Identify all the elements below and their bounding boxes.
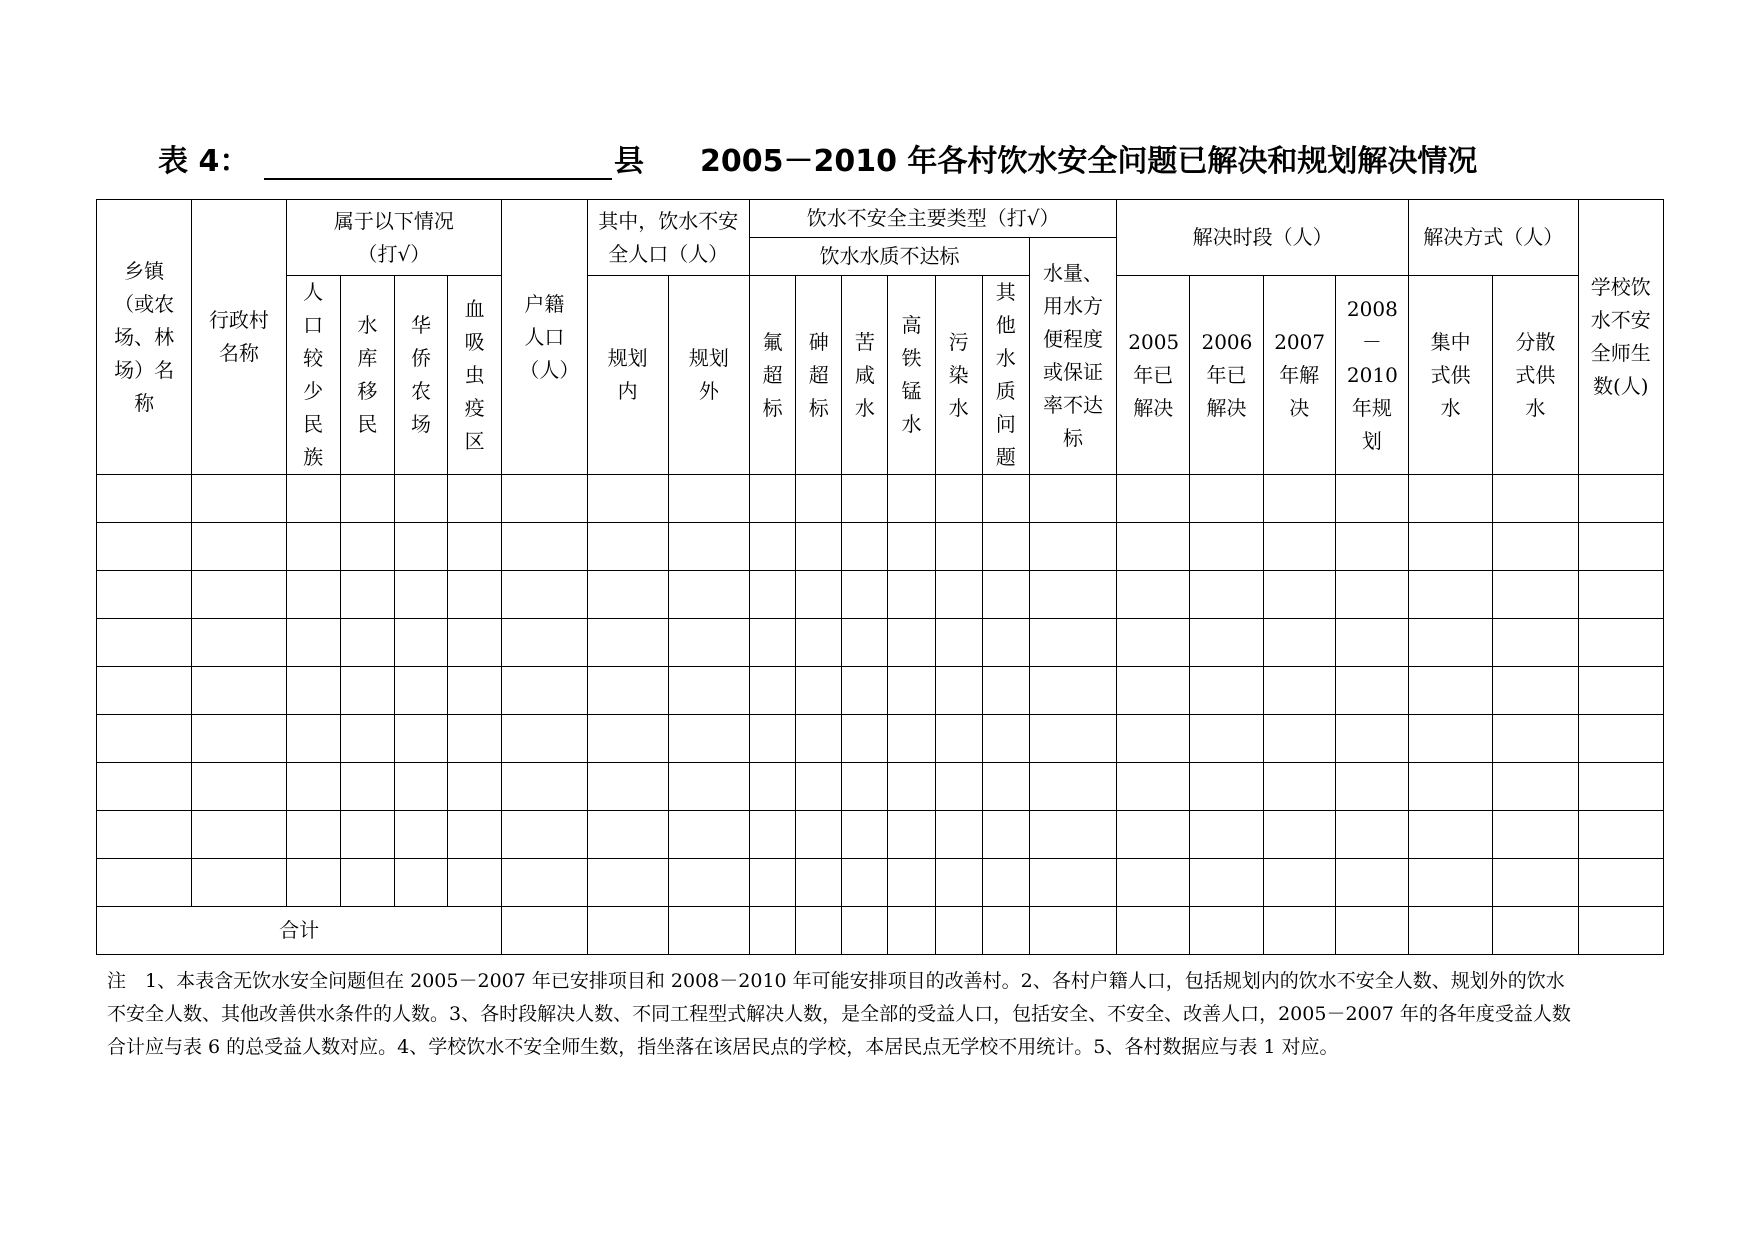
table-cell[interactable] (1117, 811, 1190, 859)
table-row (97, 763, 1664, 811)
table-cell[interactable] (935, 571, 982, 619)
table-row (97, 571, 1664, 619)
table-cell[interactable] (340, 763, 394, 811)
table-cell[interactable] (982, 667, 1029, 715)
total-cell[interactable] (587, 907, 668, 955)
table-cell[interactable] (1117, 859, 1190, 907)
table-cell[interactable] (394, 571, 447, 619)
table-cell[interactable] (842, 715, 888, 763)
table-cell[interactable] (1409, 523, 1493, 571)
table-cell[interactable] (842, 667, 888, 715)
table-cell[interactable] (286, 475, 340, 523)
table-cell[interactable] (982, 763, 1029, 811)
table-cell[interactable] (97, 619, 192, 667)
table-cell[interactable] (1190, 859, 1263, 907)
table-row (97, 475, 1664, 523)
header-quality-arsenic: 砷超标 (796, 276, 842, 475)
header-period-group: 解决时段（人） (1117, 200, 1409, 276)
table-cell[interactable] (888, 811, 935, 859)
table-cell[interactable] (1578, 859, 1663, 907)
table-cell[interactable] (394, 859, 447, 907)
header-unsafe-unplanned: 规划外 (668, 276, 749, 475)
table-cell[interactable] (192, 523, 286, 571)
total-cell[interactable] (1117, 907, 1190, 955)
table-cell[interactable] (1263, 475, 1335, 523)
table-cell[interactable] (1117, 571, 1190, 619)
table-cell[interactable] (1493, 667, 1578, 715)
table-cell[interactable] (668, 667, 749, 715)
table-cell[interactable] (97, 763, 192, 811)
table-cell[interactable] (1029, 811, 1116, 859)
table-cell[interactable] (97, 667, 192, 715)
title-prefix: 表 4： (158, 144, 250, 179)
table-cell[interactable] (1493, 763, 1578, 811)
table-cell[interactable] (1029, 523, 1116, 571)
table-cell[interactable] (286, 715, 340, 763)
table-cell[interactable] (192, 763, 286, 811)
table-cell[interactable] (1029, 859, 1116, 907)
table-cell[interactable] (1578, 811, 1663, 859)
table-row (97, 811, 1664, 859)
table-cell[interactable] (796, 763, 842, 811)
table-cell[interactable] (842, 619, 888, 667)
table-cell[interactable] (796, 475, 842, 523)
county-blank-line[interactable] (264, 178, 612, 180)
table-cell[interactable] (1117, 475, 1190, 523)
table-cell[interactable] (1029, 475, 1116, 523)
total-cell[interactable] (1409, 907, 1493, 955)
table-cell[interactable] (1117, 667, 1190, 715)
header-type-group: 饮水不安全主要类型（打√） (750, 200, 1117, 238)
table-cell[interactable] (97, 523, 192, 571)
table-cell[interactable] (394, 475, 447, 523)
header-school: 学校饮水不安全师生数(人) (1578, 200, 1663, 475)
table-cell[interactable] (448, 523, 502, 571)
total-cell[interactable] (982, 907, 1029, 955)
table-cell[interactable] (192, 715, 286, 763)
table-cell[interactable] (1029, 667, 1116, 715)
header-quantity: 水量、用水方便程度或保证率不达标 (1029, 238, 1116, 475)
table-cell[interactable] (340, 523, 394, 571)
header-township: 乡镇（或农场、林场）名称 (97, 200, 192, 475)
table-cell[interactable] (340, 571, 394, 619)
table-cell[interactable] (1493, 523, 1578, 571)
table-cell[interactable] (394, 715, 447, 763)
total-cell[interactable] (1263, 907, 1335, 955)
table-cell[interactable] (1493, 811, 1578, 859)
table-cell[interactable] (448, 715, 502, 763)
table-cell[interactable] (1190, 811, 1263, 859)
header-belongs-overseas-farm: 华侨农场 (394, 276, 447, 475)
table-cell[interactable] (192, 619, 286, 667)
table-cell[interactable] (935, 667, 982, 715)
total-cell[interactable] (842, 907, 888, 955)
table-cell[interactable] (1493, 619, 1578, 667)
table-cell[interactable] (1493, 715, 1578, 763)
table-cell[interactable] (1029, 715, 1116, 763)
header-method-group: 解决方式（人） (1409, 200, 1579, 276)
table-cell[interactable] (750, 715, 796, 763)
table-cell[interactable] (935, 763, 982, 811)
water-safety-table (96, 199, 1664, 955)
table-cell[interactable] (888, 715, 935, 763)
table-cell[interactable] (982, 475, 1029, 523)
table-cell[interactable] (97, 859, 192, 907)
table-cell[interactable] (1409, 571, 1493, 619)
total-cell[interactable] (1190, 907, 1263, 955)
table-cell[interactable] (1190, 763, 1263, 811)
total-cell[interactable] (1493, 907, 1578, 955)
table-cell[interactable] (192, 667, 286, 715)
table-cell[interactable] (587, 763, 668, 811)
table-row (97, 619, 1664, 667)
header-period-2007: 2007年解决 (1263, 276, 1335, 475)
table-cell[interactable] (935, 811, 982, 859)
table-cell[interactable] (394, 523, 447, 571)
header-period-2006: 2006年已解决 (1190, 276, 1263, 475)
header-method-distributed: 分散式供水 (1493, 276, 1578, 475)
header-belongs-schistosomiasis: 血吸虫疫区 (448, 276, 502, 475)
table-cell[interactable] (796, 523, 842, 571)
table-cell[interactable] (982, 571, 1029, 619)
table-cell[interactable] (97, 571, 192, 619)
table-cell[interactable] (1578, 619, 1663, 667)
header-belongs-group: 属于以下情况（打√） (286, 200, 502, 276)
table-row (97, 667, 1664, 715)
table-cell[interactable] (340, 619, 394, 667)
table-cell[interactable] (888, 475, 935, 523)
table-cell[interactable] (286, 523, 340, 571)
table-cell[interactable] (1578, 523, 1663, 571)
table-cell[interactable] (587, 571, 668, 619)
table-cell[interactable] (192, 475, 286, 523)
table-cell[interactable] (1578, 667, 1663, 715)
table-cell[interactable] (982, 715, 1029, 763)
table-cell[interactable] (796, 667, 842, 715)
table-cell[interactable] (888, 619, 935, 667)
table-cell[interactable] (750, 811, 796, 859)
header-unsafe-group: 其中，饮水不安全人口（人） (587, 200, 750, 276)
table-cell[interactable] (1190, 571, 1263, 619)
title-main: 2005－2010 年各村饮水安全问题已解决和规划解决情况 (700, 144, 1478, 179)
table-cell[interactable] (286, 811, 340, 859)
table-cell[interactable] (1117, 619, 1190, 667)
table-cell[interactable] (448, 763, 502, 811)
total-label: 合计 (97, 907, 502, 955)
table-cell[interactable] (796, 715, 842, 763)
header-household-population: 户籍人口（人） (502, 200, 587, 475)
table-cell[interactable] (888, 667, 935, 715)
table-cell[interactable] (750, 475, 796, 523)
table-cell[interactable] (394, 811, 447, 859)
table-cell[interactable] (842, 859, 888, 907)
total-cell[interactable] (1029, 907, 1116, 955)
table-cell[interactable] (888, 571, 935, 619)
header-quality-fluoride: 氟超标 (750, 276, 796, 475)
table-cell[interactable] (750, 763, 796, 811)
table-cell[interactable] (982, 523, 1029, 571)
table-cell[interactable] (1263, 667, 1335, 715)
header-belongs-reservoir: 水库移民 (340, 276, 394, 475)
table-cell[interactable] (1335, 571, 1408, 619)
table-cell[interactable] (192, 811, 286, 859)
table-cell[interactable] (750, 859, 796, 907)
table-cell[interactable] (668, 523, 749, 571)
table-cell[interactable] (1493, 571, 1578, 619)
table-cell[interactable] (1263, 523, 1335, 571)
table-cell[interactable] (1029, 763, 1116, 811)
table-cell[interactable] (448, 667, 502, 715)
table-cell[interactable] (448, 811, 502, 859)
table-cell[interactable] (1578, 763, 1663, 811)
header-period-2008-2010: 2008－2010年规划 (1335, 276, 1408, 475)
header-quality-brackish: 苦咸水 (842, 276, 888, 475)
table-cell[interactable] (1117, 715, 1190, 763)
table-cell[interactable] (286, 667, 340, 715)
table-cell[interactable] (1263, 571, 1335, 619)
table-cell[interactable] (796, 571, 842, 619)
table-cell[interactable] (1335, 859, 1408, 907)
table-cell[interactable] (668, 571, 749, 619)
page-title (158, 140, 1608, 184)
table-cell[interactable] (1335, 619, 1408, 667)
table-cell[interactable] (502, 571, 587, 619)
table-cell[interactable] (502, 475, 587, 523)
total-cell[interactable] (668, 907, 749, 955)
table-cell[interactable] (1335, 811, 1408, 859)
table-cell[interactable] (750, 619, 796, 667)
table-cell[interactable] (796, 859, 842, 907)
table-cell[interactable] (1263, 763, 1335, 811)
table-cell[interactable] (97, 811, 192, 859)
table-cell[interactable] (668, 619, 749, 667)
table-cell[interactable] (668, 859, 749, 907)
table-cell[interactable] (502, 523, 587, 571)
table-cell[interactable] (1409, 715, 1493, 763)
table-cell[interactable] (394, 763, 447, 811)
table-cell[interactable] (842, 523, 888, 571)
table-cell[interactable] (502, 667, 587, 715)
table-cell[interactable] (935, 859, 982, 907)
table-cell[interactable] (340, 811, 394, 859)
table-cell[interactable] (1493, 475, 1578, 523)
table-row (97, 523, 1664, 571)
table-cell[interactable] (587, 715, 668, 763)
table-cell[interactable] (1190, 475, 1263, 523)
table-cell[interactable] (888, 763, 935, 811)
table-cell[interactable] (340, 667, 394, 715)
table-cell[interactable] (1335, 715, 1408, 763)
table-cell[interactable] (1029, 619, 1116, 667)
table-cell[interactable] (1335, 475, 1408, 523)
table-cell[interactable] (286, 571, 340, 619)
table-cell[interactable] (1190, 619, 1263, 667)
table-cell[interactable] (668, 715, 749, 763)
table-cell[interactable] (750, 667, 796, 715)
table-row (97, 859, 1664, 907)
table-cell[interactable] (935, 475, 982, 523)
table-cell[interactable] (340, 859, 394, 907)
header-method-centralized: 集中式供水 (1409, 276, 1493, 475)
table-cell[interactable] (1493, 859, 1578, 907)
table-cell[interactable] (286, 619, 340, 667)
total-cell[interactable] (502, 907, 587, 955)
table-cell[interactable] (750, 523, 796, 571)
table-cell[interactable] (502, 619, 587, 667)
table-cell[interactable] (796, 811, 842, 859)
table-cell[interactable] (1578, 571, 1663, 619)
table-cell[interactable] (935, 619, 982, 667)
table-cell[interactable] (1190, 715, 1263, 763)
total-cell[interactable] (888, 907, 935, 955)
table-cell[interactable] (842, 811, 888, 859)
header-quality-polluted: 污染水 (935, 276, 982, 475)
header-quality-other: 其他水质问题 (982, 276, 1029, 475)
table-cell[interactable] (502, 715, 587, 763)
table-cell[interactable] (587, 619, 668, 667)
header-period-2005: 2005年已解决 (1117, 276, 1190, 475)
table-cell[interactable] (1409, 619, 1493, 667)
table-cell[interactable] (1409, 763, 1493, 811)
table-cell[interactable] (587, 523, 668, 571)
table-cell[interactable] (587, 811, 668, 859)
table-cell[interactable] (1335, 667, 1408, 715)
title-county-suffix: 县 (614, 144, 644, 179)
table-cell[interactable] (935, 523, 982, 571)
table-cell[interactable] (502, 811, 587, 859)
table-cell[interactable] (587, 667, 668, 715)
table-cell[interactable] (97, 715, 192, 763)
table-row (97, 715, 1664, 763)
table-cell[interactable] (1117, 763, 1190, 811)
total-cell[interactable] (796, 907, 842, 955)
table-cell[interactable] (1335, 523, 1408, 571)
header-quality-group: 饮水水质不达标 (750, 238, 1030, 276)
table-cell[interactable] (448, 619, 502, 667)
table-cell[interactable] (750, 571, 796, 619)
table-cell[interactable] (1409, 667, 1493, 715)
table-cell[interactable] (97, 475, 192, 523)
table-cell[interactable] (1409, 859, 1493, 907)
table-cell[interactable] (448, 475, 502, 523)
header-unsafe-planned: 规划内 (587, 276, 668, 475)
table-cell[interactable] (286, 859, 340, 907)
table-cell[interactable] (192, 571, 286, 619)
table-cell[interactable] (587, 475, 668, 523)
table-cell[interactable] (1409, 811, 1493, 859)
table-cell[interactable] (340, 715, 394, 763)
table-cell[interactable] (888, 859, 935, 907)
table-cell[interactable] (842, 571, 888, 619)
table-cell[interactable] (1578, 715, 1663, 763)
table-cell[interactable] (502, 763, 587, 811)
table-cell[interactable] (1190, 667, 1263, 715)
table-cell[interactable] (502, 859, 587, 907)
table-cell[interactable] (982, 619, 1029, 667)
table-cell[interactable] (394, 667, 447, 715)
table-cell[interactable] (1578, 475, 1663, 523)
table-cell[interactable] (286, 763, 340, 811)
table-note: 注 1、本表含无饮水安全问题但在 2005－2007 年已安排项目和 2008－2010 年可能安排项目的改善村。2、各村户籍人口，包括规划内的饮水不安全人数、规划外的饮水不安全人数、其他改善供水条件的人数。3、各时段解决人数、不同工程型式解决人数，是全部的受益人口，包括安全、不安全、改善人口，2005－2007 年的各年度受益人数合计应与表 6 的总受益人数对应。4、学校饮水不安全师生数，指坐落在该居民点的学校，本居民点无学校不用统计。5、各村数据应与表 1 对应。 (107, 970, 1571, 1058)
table-cell[interactable] (982, 859, 1029, 907)
header-quality-iron-manganese: 高铁锰水 (888, 276, 935, 475)
table-cell[interactable] (1409, 475, 1493, 523)
header-village: 行政村名称 (192, 200, 286, 475)
table-cell[interactable] (340, 475, 394, 523)
table-cell[interactable] (1263, 715, 1335, 763)
table-cell[interactable] (448, 859, 502, 907)
table-cell[interactable] (1335, 763, 1408, 811)
table-cell[interactable] (668, 475, 749, 523)
total-cell[interactable] (935, 907, 982, 955)
header-belongs-minority: 人口较少民族 (286, 276, 340, 475)
table-cell[interactable] (587, 859, 668, 907)
table-cell[interactable] (448, 571, 502, 619)
table-cell[interactable] (935, 715, 982, 763)
table-cell[interactable] (1117, 523, 1190, 571)
table-cell[interactable] (1190, 523, 1263, 571)
table-cell[interactable] (842, 475, 888, 523)
table-cell[interactable] (192, 859, 286, 907)
table-cell[interactable] (982, 811, 1029, 859)
table-cell[interactable] (1263, 859, 1335, 907)
table-cell[interactable] (668, 811, 749, 859)
table-cell[interactable] (1263, 811, 1335, 859)
table-cell[interactable] (1263, 619, 1335, 667)
table-cell[interactable] (394, 619, 447, 667)
table-cell[interactable] (888, 523, 935, 571)
total-row (97, 907, 1664, 955)
table-cell[interactable] (1029, 571, 1116, 619)
total-cell[interactable] (1578, 907, 1663, 955)
table-cell[interactable] (796, 619, 842, 667)
total-cell[interactable] (750, 907, 796, 955)
total-cell[interactable] (1335, 907, 1408, 955)
table-cell[interactable] (842, 763, 888, 811)
table-cell[interactable] (668, 763, 749, 811)
